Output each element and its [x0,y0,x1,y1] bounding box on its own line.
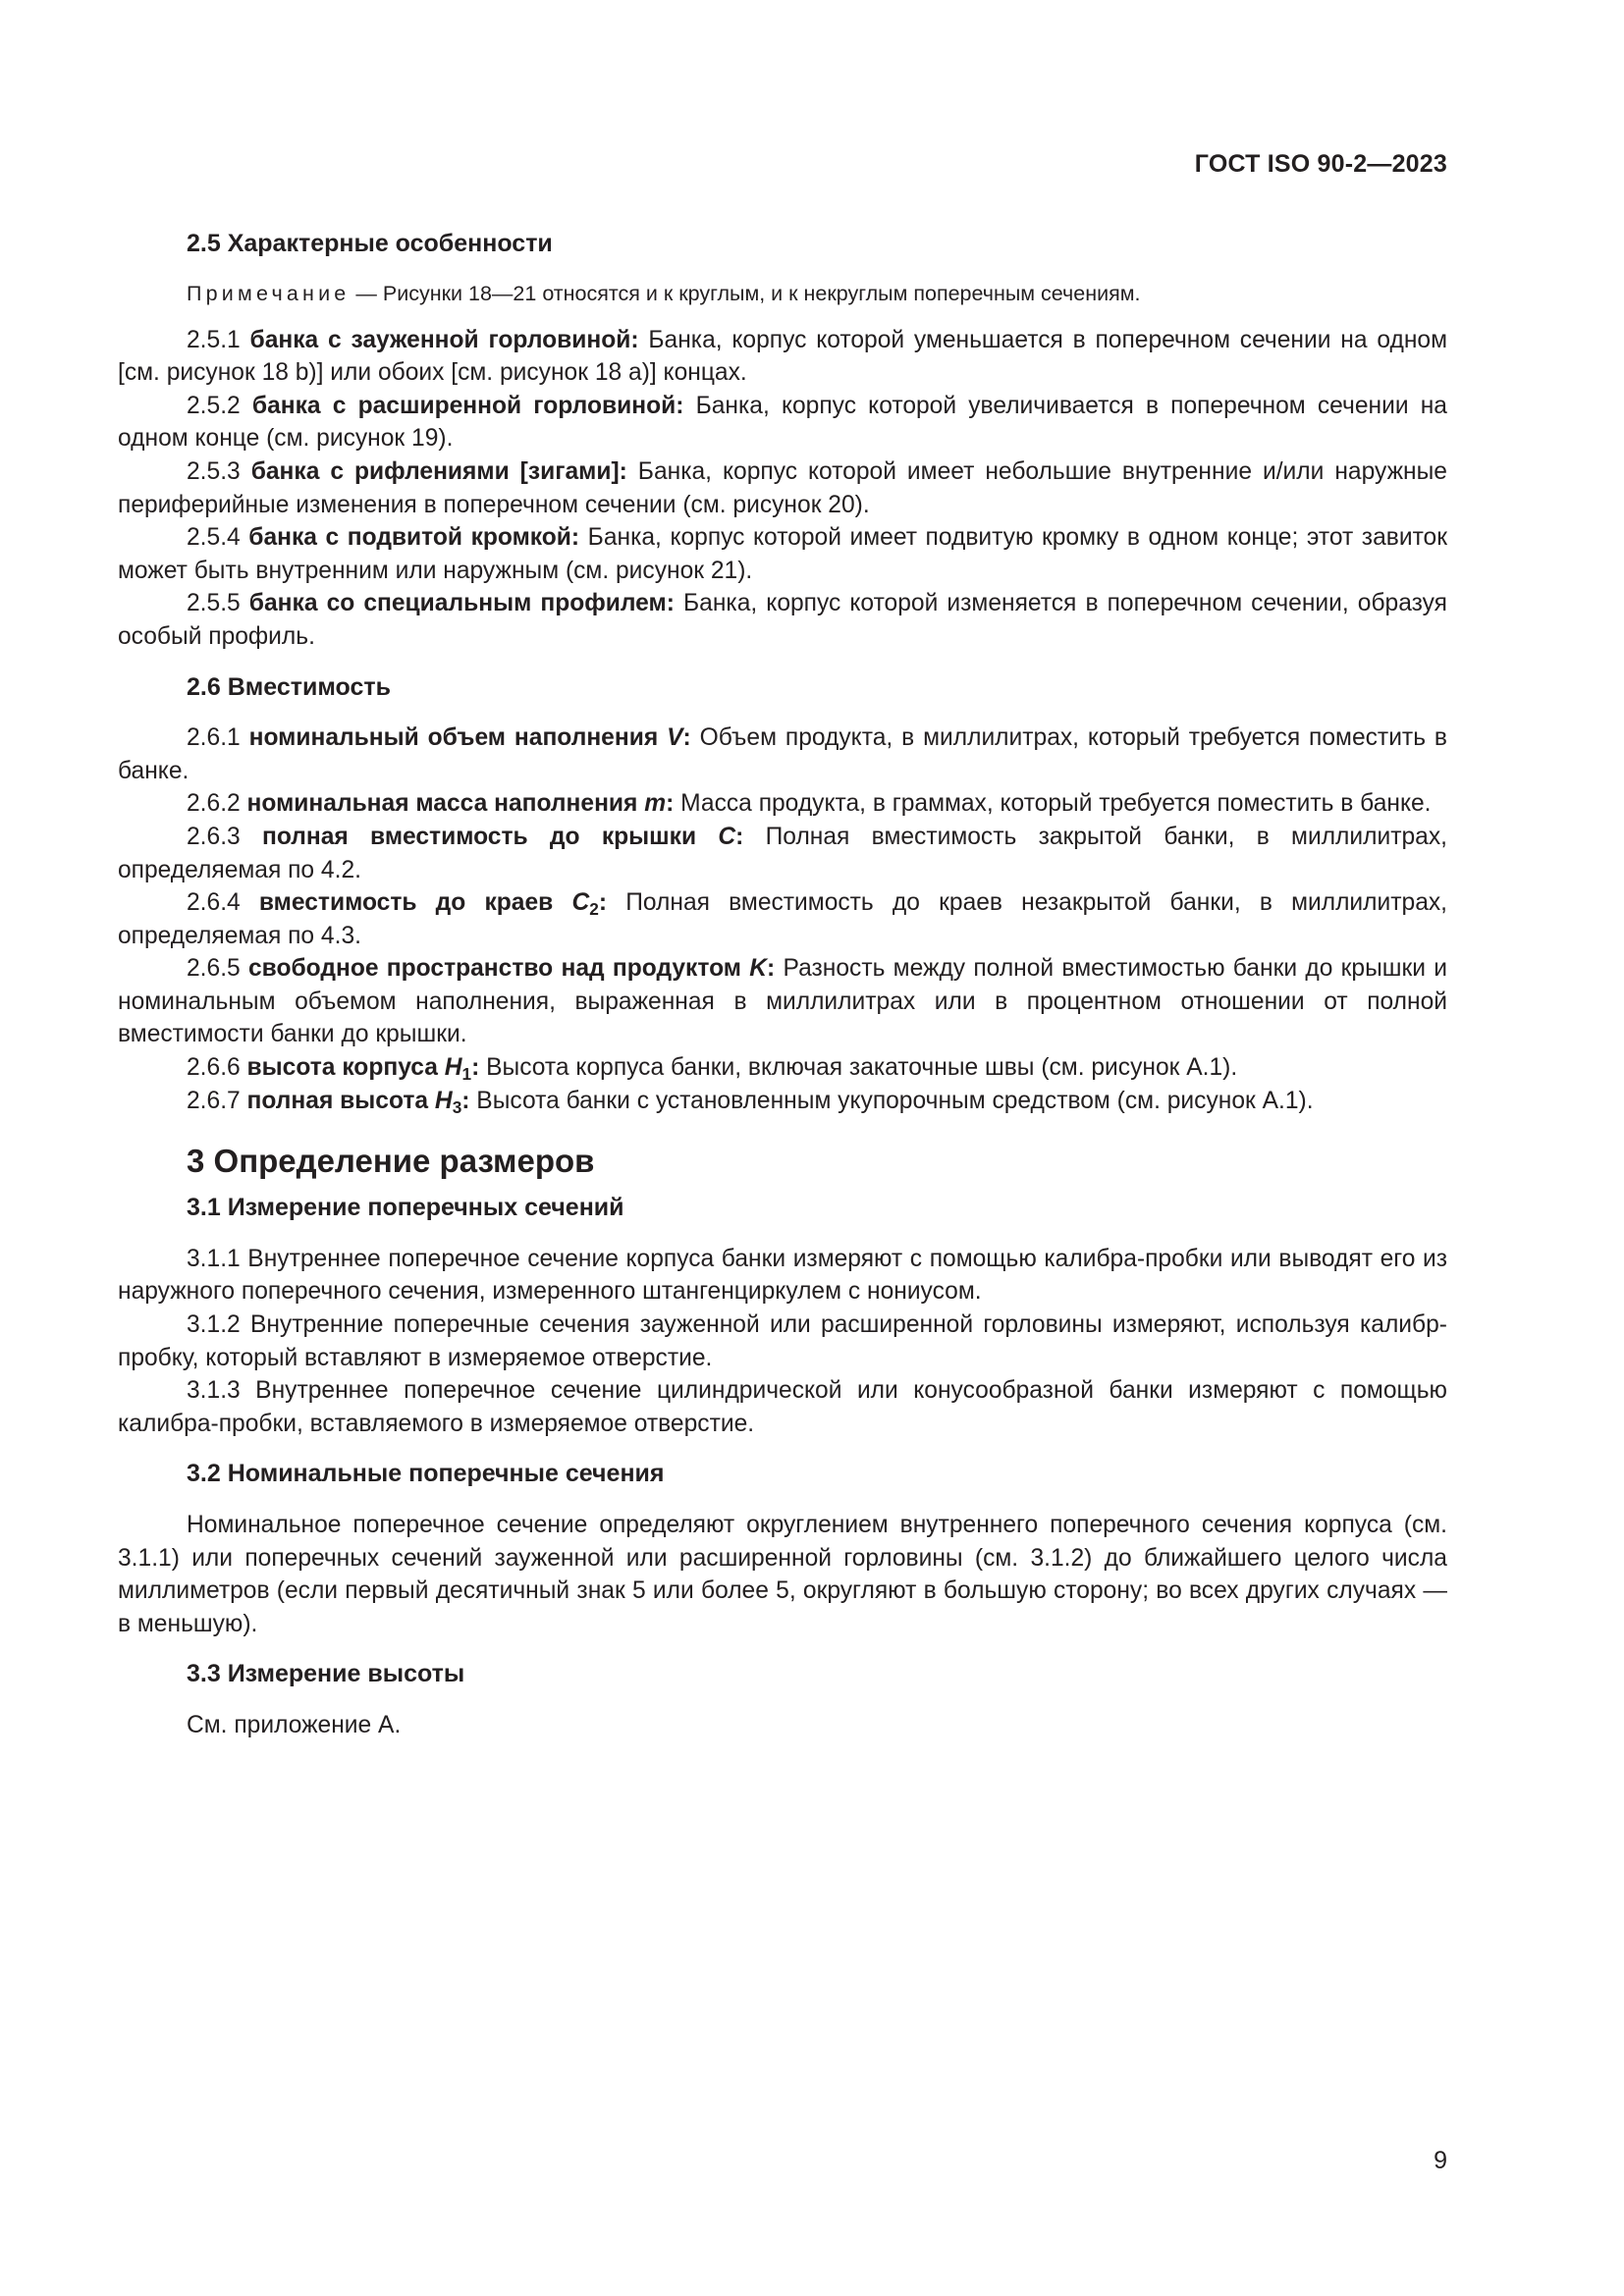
note-label: Примечание [187,281,351,305]
paragraph-3-1-2: 3.1.2 Внутренние поперечные сечения зауженной или расширенной горловины измеряют, используя калибр-пробку, который вставляют в измеряемое отверстие. [118,1311,1447,1371]
paragraph-2-5-1 [118,324,1447,390]
paragraph-2-5-2 [118,390,1447,455]
definition: Банка, корпус которой изменяется в поперечном сечении, образуя особый профиль. [118,590,1447,650]
section-3-2-heading: 3.2 Номинальные поперечные сечения [187,1460,665,1488]
clause-number: 2.6.4 [187,889,259,917]
definition: Полная вместимость закрытой банки, в миллилитрах, определяемая по 4.2. [118,823,1447,883]
subscript: 1 [461,1064,472,1085]
clause-number: 2.5.2 [187,392,252,419]
term-colon: : [735,823,744,850]
term [258,889,608,920]
term [246,1087,470,1117]
paragraph-3-3: См. приложение А. [187,1711,402,1738]
definition: Полная вместимость до краев незакрытой банки, в миллилитрах, определяемая по 4.3. [118,889,1448,949]
term-colon: : [767,955,776,983]
term [246,1054,480,1085]
term-colon: : [461,1087,470,1114]
term: банка с расширенной горловиной: [251,392,684,419]
term: банка со специальным профилем: [248,590,675,617]
section-3-3-heading: 3.3 Измерение высоты [187,1660,465,1688]
clause-number: 2.5.4 [187,524,249,552]
clause-number: 2.6.1 [187,724,249,752]
definition: Объем продукта, в миллилитрах, который требуется поместить в банке. [118,724,1447,784]
clause-number: 2.6.6 [187,1054,247,1082]
note-text: — Рисунки 18—21 относятся и к круглым, и к некруглым поперечным сечениям. [350,281,1141,305]
definition: Банка, корпус которой увеличивается в поперечном сечении на одном конце (см. рисунок 19). [118,392,1447,453]
term-text: номинальная масса наполнения [246,790,645,818]
paragraph-2-5-4 [118,521,1447,587]
paragraph-3-1-1: 3.1.1 Внутреннее поперечное сечение корпуса банки измеряют с помощью калибра-пробки или выводят его из наружного поперечного сечения, измеренного штангенциркулем с нониусом. [118,1245,1447,1306]
term-text: вместимость до краев [258,889,572,917]
symbol: K [749,955,768,983]
document-code: ГОСТ ISO 90-2—2023 [1194,150,1447,178]
definition: Банка, корпус которой имеет небольшие внутренние и/или наружные периферийные изменения в поперечном сечении (см. рисунок 20). [118,457,1447,518]
symbol: V [667,724,683,752]
paragraph-2-5-3 [118,455,1447,521]
paragraph-2-6-4 [118,886,1447,952]
paragraph-3-1-3: 3.1.3 Внутреннее поперечное сечение цилиндрической или конусообразной банки измеряют с помощью калибра-пробки, вставляемого в измеряемое отверстие. [118,1377,1447,1437]
paragraph-2-6-1 [118,721,1447,787]
paragraph-2-6-3 [118,821,1447,886]
clause-number: 2.6.3 [187,823,262,850]
definition: Высота корпуса банки, включая закаточные швы (см. рисунок А.1). [479,1054,1238,1082]
page-number: 9 [1434,2147,1447,2174]
clause-number: 2.5.1 [187,326,250,353]
term-colon: : [666,790,675,818]
section-3-1-heading: 3.1 Измерение поперечных сечений [187,1194,624,1222]
clause-number: 2.6.5 [187,955,248,983]
definition: Банка, корпус которой имеет подвитую кромку в одном конце; этот завиток может быть внутренним или наружным (см. рисунок 21). [118,524,1447,584]
definition: Банка, корпус которой уменьшается в поперечном сечении на одном [см. рисунок 18 b)] или обоих [см. рисунок 18 a)] концах. [118,326,1447,387]
paragraph-2-6-7 [118,1085,1447,1118]
term-colon: : [682,724,691,752]
term-text: номинальный объем наполнения [248,724,668,752]
term: банка с зауженной горловиной: [249,326,639,353]
term: банка с рифлениями [зигами]: [250,457,627,485]
subscript: 2 [589,899,599,920]
paragraph-2-6-2 [118,787,1447,821]
definition: Масса продукта, в граммах, который требуется поместить в банке. [674,790,1432,818]
symbol: m [644,790,667,818]
term-text: свободное пространство над продуктом [247,955,750,983]
section-3-heading: 3 Определение размеров [187,1143,595,1180]
symbol: C [571,889,590,917]
term-colon: : [598,889,608,917]
document-body [118,228,1447,1742]
definition: Разность между полной вместимостью банки до крышки и номинальным объемом наполнения, выраженная в миллилитрах или в процентном отношении от полной вместимости банки до крышки. [118,955,1447,1048]
term [247,790,675,817]
paragraph-2-5-5 [118,587,1447,653]
definition: Высота банки с установленным укупорочным средством (см. рисунок А.1). [469,1087,1314,1114]
term [249,724,691,751]
section-2-6-heading: 2.6 Вместимость [187,672,391,701]
symbol: C [718,823,736,850]
term-text: полная вместимость до крышки [261,823,719,850]
symbol: H [444,1054,462,1082]
paragraph-2-6-5 [118,952,1447,1051]
clause-number: 2.5.3 [187,457,251,485]
symbol: H [434,1087,453,1114]
note [118,279,1447,308]
term-text: высота корпуса [246,1054,445,1082]
term-text: полная высота [246,1087,435,1114]
term [248,955,775,982]
clause-number: 2.5.5 [187,590,249,617]
subscript: 3 [452,1096,462,1117]
section-2-5-heading: 2.5 Характерные особенности [187,230,553,257]
term-colon: : [471,1054,480,1082]
term [262,824,743,850]
clause-number: 2.6.7 [187,1087,247,1114]
clause-number: 2.6.2 [187,790,247,818]
term: банка с подвитой кромкой: [248,524,580,552]
paragraph-3-2: Номинальное поперечное сечение определяют округлением внутреннего поперечного сечения корпуса (см. 3.1.1) или поперечных сечений зауженной или расширенной горловины (см. 3.1.2) до ближайшего целого числа миллиметров (если первый десятичный знак 5 или более 5, округляют в большую сторону; во всех других случаях — в меньшую). [118,1512,1447,1637]
paragraph-2-6-6 [118,1051,1447,1085]
